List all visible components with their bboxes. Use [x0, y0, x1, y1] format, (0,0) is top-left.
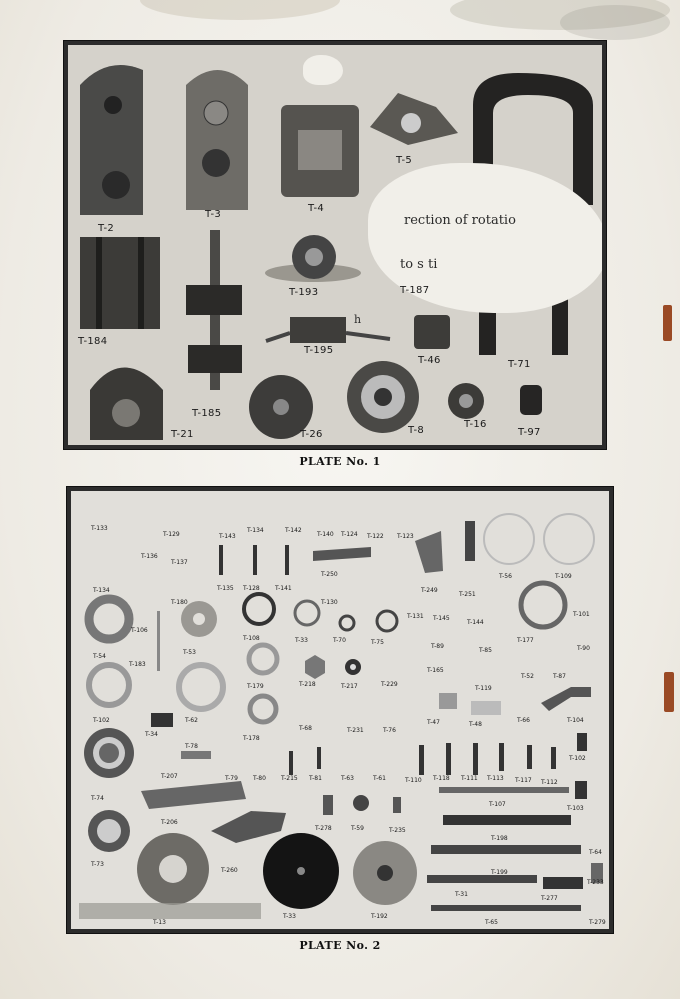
paper-stain — [560, 5, 670, 40]
part-label: T-215 — [281, 775, 298, 782]
part-label: T-97 — [518, 427, 541, 438]
part-label: T-195 — [304, 345, 334, 356]
plate-2-photo — [66, 486, 614, 934]
part-label: T-85 — [479, 647, 492, 654]
part-label: T-102 — [93, 717, 110, 724]
part-label: T-250 — [321, 571, 338, 578]
part-label: T-31 — [455, 891, 468, 898]
part-label: T-180 — [171, 599, 188, 606]
part-label: T-87 — [553, 673, 566, 680]
plate-1-photo-area — [68, 45, 602, 445]
rust-mark — [663, 305, 672, 341]
part-label: T-70 — [333, 637, 346, 644]
part-label: T-54 — [93, 653, 106, 660]
part-label: T-111 — [461, 775, 478, 782]
part-label: T-33 — [283, 913, 296, 920]
part-label: T-124 — [341, 531, 358, 538]
part-label: T-4 — [308, 203, 325, 214]
plate-1-photo — [63, 40, 607, 450]
part-label: T-108 — [243, 635, 260, 642]
part-label: T-207 — [161, 773, 178, 780]
part-label: T-63 — [341, 775, 354, 782]
part-label: T-26 — [300, 429, 323, 440]
part-label: T-179 — [247, 683, 264, 690]
part-label: T-56 — [499, 573, 512, 580]
part-label: T-185 — [192, 408, 222, 419]
part-label: T-134 — [247, 527, 264, 534]
part-label: T-79 — [225, 775, 238, 782]
part-label: T-278 — [315, 825, 332, 832]
part-label: T-123 — [397, 533, 414, 540]
torn-text-line: h — [354, 313, 362, 326]
part-label: T-33 — [295, 637, 308, 644]
part-label: T-47 — [427, 719, 440, 726]
part-label: T-112 — [541, 779, 558, 786]
part-label: T-131 — [407, 613, 424, 620]
part-label: T-59 — [351, 825, 364, 832]
part-label: T-218 — [299, 681, 316, 688]
part-label: T-122 — [367, 533, 384, 540]
part-label: T-198 — [491, 835, 508, 842]
part-label: T-61 — [373, 775, 386, 782]
part-label: T-73 — [91, 861, 104, 868]
part-label: T-113 — [487, 775, 504, 782]
part-label: T-130 — [321, 599, 338, 606]
part-label: T-106 — [131, 627, 148, 634]
part-label: T-65 — [485, 919, 498, 926]
part-label: T-3 — [205, 209, 222, 220]
part-label: T-144 — [467, 619, 484, 626]
part-label: T-8 — [408, 425, 425, 436]
torn-text-line: to s ti — [400, 257, 438, 272]
part-label: T-277 — [541, 895, 558, 902]
part-label: T-76 — [383, 727, 396, 734]
part-label: T-102 — [569, 755, 586, 762]
part-label: T-103 — [567, 805, 584, 812]
part-label: T-231 — [347, 727, 364, 734]
part-label: T-187 — [400, 285, 430, 296]
part-label: T-62 — [185, 717, 198, 724]
part-label: T-135 — [217, 585, 234, 592]
part-label: T-118 — [433, 775, 450, 782]
part-label: T-129 — [163, 531, 180, 538]
part-label: T-104 — [567, 717, 584, 724]
part-label: T-48 — [469, 721, 482, 728]
part-label: T-46 — [418, 355, 441, 366]
part-label: T-74 — [91, 795, 104, 802]
part-label: T-177 — [517, 637, 534, 644]
part-label: T-193 — [289, 287, 319, 298]
part-label: T-5 — [396, 155, 413, 166]
part-label: T-2 — [98, 223, 115, 234]
part-label: T-78 — [185, 743, 198, 750]
part-label: T-109 — [555, 573, 572, 580]
part-label: T-75 — [371, 639, 384, 646]
part-label: T-233 — [587, 879, 604, 886]
part-label: T-141 — [275, 585, 292, 592]
part-label: T-178 — [243, 735, 260, 742]
part-label: T-107 — [489, 801, 506, 808]
part-label: T-249 — [421, 587, 438, 594]
part-label: T-143 — [219, 533, 236, 540]
part-label: T-142 — [285, 527, 302, 534]
part-label: T-165 — [427, 667, 444, 674]
part-label: T-217 — [341, 683, 358, 690]
part-label: T-183 — [129, 661, 146, 668]
part-label: T-119 — [475, 685, 492, 692]
part-label: T-90 — [577, 645, 590, 652]
part-label: T-251 — [459, 591, 476, 598]
part-label: T-133 — [91, 525, 108, 532]
part-label: T-89 — [431, 643, 444, 650]
part-label: T-184 — [78, 336, 108, 347]
part-label: T-13 — [153, 919, 166, 926]
part-label: T-235 — [389, 827, 406, 834]
part-label: T-21 — [171, 429, 194, 440]
part-label: T-134 — [93, 587, 110, 594]
part-label: T-68 — [299, 725, 312, 732]
part-label: T-16 — [464, 419, 487, 430]
part-label: T-117 — [515, 777, 532, 784]
part-label: T-64 — [589, 849, 602, 856]
part-label: T-110 — [405, 777, 422, 784]
part-label: T-229 — [381, 681, 398, 688]
part-label: T-260 — [221, 867, 238, 874]
part-label: T-140 — [317, 531, 334, 538]
plate-1-caption: PLATE No. 1 — [299, 455, 381, 468]
part-label: T-81 — [309, 775, 322, 782]
part-label: T-66 — [517, 717, 530, 724]
plate-2-photo-area — [71, 491, 609, 929]
part-label: T-128 — [243, 585, 260, 592]
part-label: T-279 — [589, 919, 606, 926]
part-label: T-101 — [573, 611, 590, 618]
rust-mark — [664, 672, 674, 712]
part-label: T-136 — [141, 553, 158, 560]
paper-stain — [140, 0, 340, 20]
plate-2-caption: PLATE No. 2 — [299, 939, 381, 952]
part-label: T-199 — [491, 869, 508, 876]
part-label: T-192 — [371, 913, 388, 920]
part-label: T-53 — [183, 649, 196, 656]
part-label: T-52 — [521, 673, 534, 680]
torn-paper-area — [303, 55, 343, 85]
part-label: T-145 — [433, 615, 450, 622]
part-label: T-71 — [508, 359, 531, 370]
part-label: T-34 — [145, 731, 158, 738]
torn-text-line: rection of rotatio — [404, 213, 516, 228]
part-label: T-80 — [253, 775, 266, 782]
part-label: T-137 — [171, 559, 188, 566]
part-label: T-206 — [161, 819, 178, 826]
